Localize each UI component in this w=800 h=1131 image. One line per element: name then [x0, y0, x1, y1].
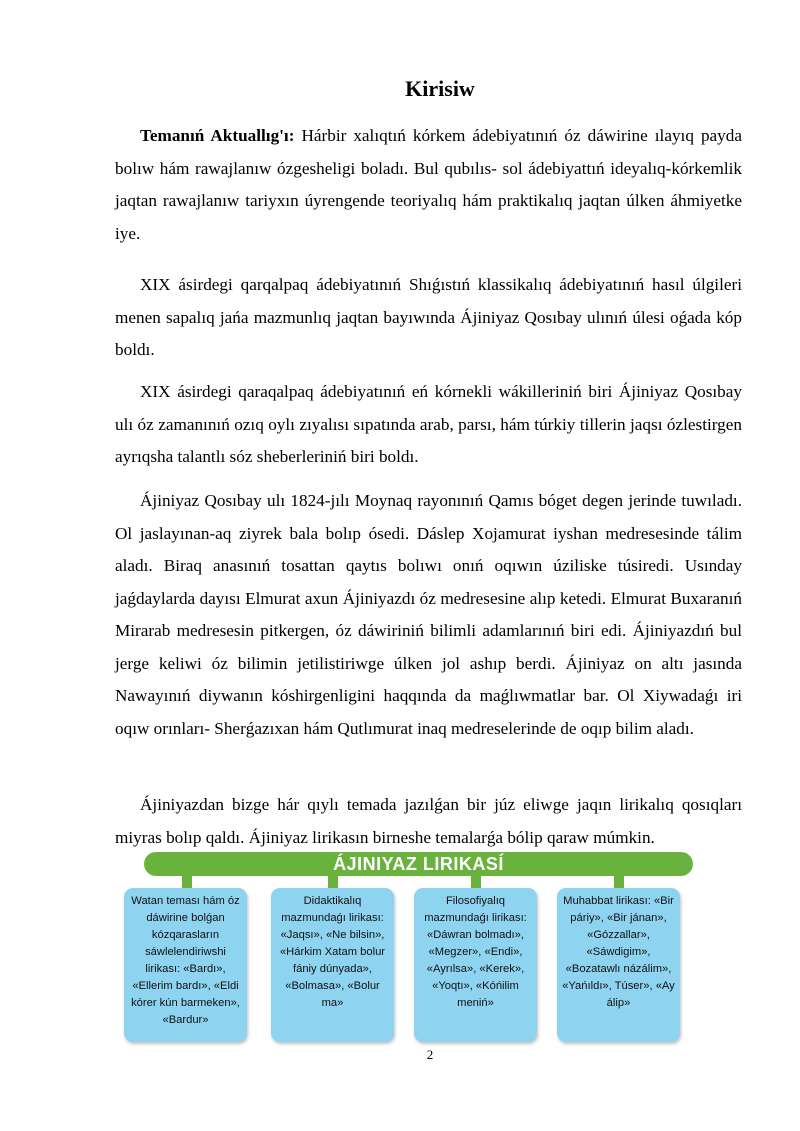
diagram-banner-title: ÁJINIYAZ LIRIKASÍ [333, 854, 504, 874]
connector-1 [182, 874, 192, 888]
connector-3 [471, 874, 481, 888]
lyrics-diagram [122, 850, 700, 1046]
relevance-lead: Temanıń Aktuallıg'ı: [140, 126, 295, 145]
page-title: Kirisiw [405, 76, 475, 101]
diagram-banner [144, 852, 693, 876]
category-box-homeland: Watan teması hám óz dáwirine bolǵan kózqarasların sáwlelendiriwshi lirikası: «Bardı», «Ellerim bardı», «Eldi kórer kún barmeken», «Bardur» [124, 888, 247, 1042]
category-box-didactic: Didaktikalıq mazmundaǵı lirikası: «Jaqsı», «Ne bilsin», «Hárkim Xatam bolur fániy dúnyada», «Bolmasa», «Bolur ma» [271, 888, 394, 1042]
category-box-philosophical: Filosofiyalıq mazmundaǵı lirikası: «Dáwran bolmadı», «Megzer», «Endi», «Ayrılsa», «Kerek», «Yoqtı», «Kóńilim meniń» [414, 888, 537, 1042]
paragraph-5: Ájiniyazdan bizge hár qıylı temada jazılǵan bir júz eliwge jaqın lirikalıq qosıqları miyras bolıp qaldı. Ájiniyaz lirikasın birneshe temalarǵa bólip qaraw múmkin. [115, 795, 742, 847]
connector-4 [614, 874, 624, 888]
relevance-text: Hárbir xalıqtıń kórkem ádebiyatınıń óz dáwirine ılayıq payda bolıw hám rawajlanıw ózgesheligi boladı. Bul qubılıs- sol ádebiyattıń ideyalıq-kórkemlik jaqtan rawajlanıw tariyxın úyrengende teoriyalıq hám praktikalıq jaqtan úlken áhmiyetke iye. [115, 126, 742, 243]
paragraph-3: XIX ásirdegi qaraqalpaq ádebiyatınıń eń kórnekli wákilleriniń biri Ájiniyaz Qosıbay ulı óz zamanınıń ozıq oylı zıyalısı sıpatında arab, parsı, hám túrkiy tillerin jaqsı ózlestirgen ayrıqsha talantlı sóz sheberleriniń biri boldı. [115, 382, 742, 466]
paragraph-relevance [115, 120, 742, 250]
category-box-love: Muhabbat lirikası: «Bir páriy», «Bir jánan», «Gózzallar», «Sáwdigim», «Bozatawlı názálim», «Yańıldı», Túser», «Ay álip» [557, 888, 680, 1042]
paragraph-4: Ájiniyaz Qosıbay ulı 1824-jılı Moynaq rayonınıń Qamıs bóget degen jerinde tuwıladı. Ol jaslayınan-aq ziyrek bala bolıp ósedi. Dáslep Xojamurat iyshan medresesinde tálim aladı. Biraq anasınıń tosattan qaytıs bolıwı onıń oqıwın úziliske túsiredi. Usınday jaǵdaylarda dayısı Elmurat axun Ájiniyazdı óz medresesine alıp ketedi. Elmurat Buxaranıń Mirarab medresesin pitkergen, óz dáwiriniń bilimli adamlarınıń biri edi. Ájiniyazdıń bul jerge keliwi óz bilimin jetilistiriwge úlken jol ashıp berdi. Ájiniyaz on altı jasında Nawayınıń diywanın kóshirgenligini haqqında da maǵlıwmatlar bar. Ol Xiywadaǵı iri oqıw orınları- Sherǵazıxan hám Qutlımurat inaq medreselerinde de oqıp bilim aladı. [115, 491, 742, 738]
paragraph-2: XIX ásirdegi qarqalpaq ádebiyatınıń Shıǵıstıń klassikalıq ádebiyatınıń hasıl úlgileri menen sapalıq jańa mazmunlıq jaqtan bayıwında Ájiniyaz Qosıbay ulınıń úlesi oǵada kóp boldı. [115, 275, 742, 359]
connector-2 [328, 874, 338, 888]
page-number: 2 [426, 1047, 434, 1062]
